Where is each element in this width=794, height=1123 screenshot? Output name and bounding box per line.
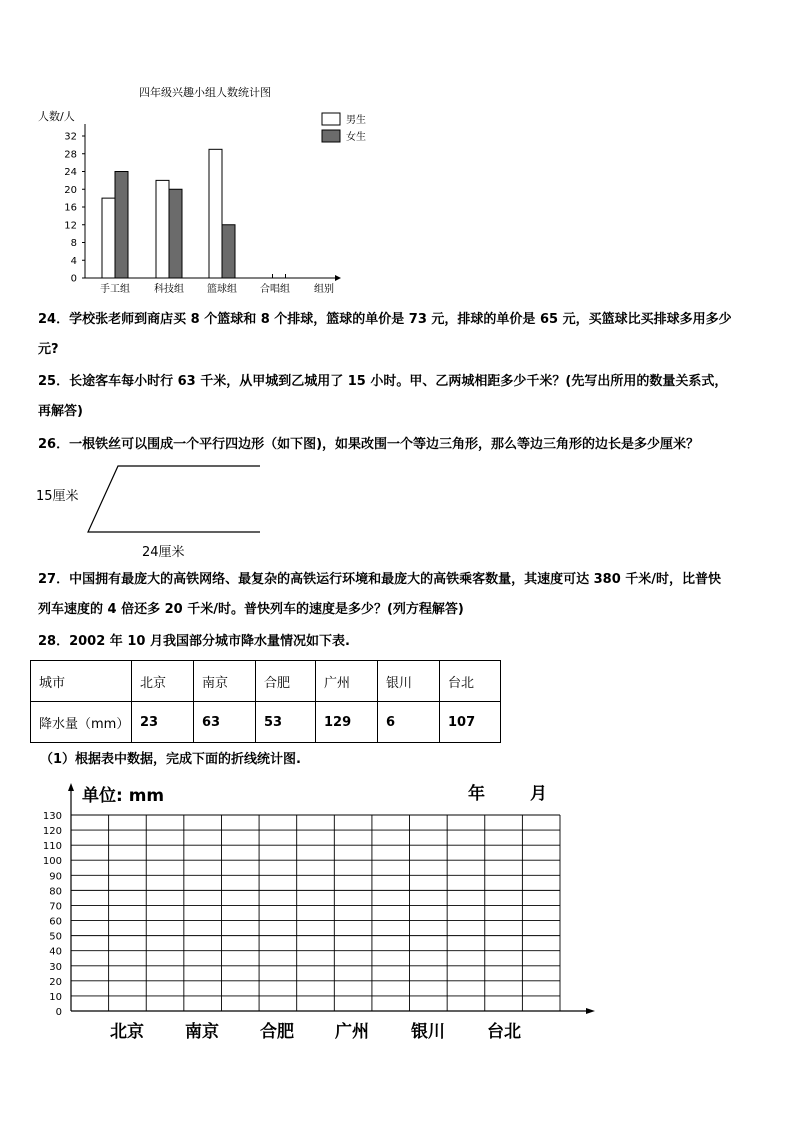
table-cell: 城市 xyxy=(31,661,132,702)
y-tick-label: 90 xyxy=(49,871,62,883)
question-24-line2: 元? xyxy=(38,342,59,357)
y-tick-label: 24 xyxy=(64,167,77,178)
table-cell: 53 xyxy=(256,702,316,743)
parallelogram-shape xyxy=(88,466,260,532)
rainfall-table xyxy=(30,660,501,743)
bar-y-ticks xyxy=(64,132,85,285)
legend-boys-label: 男生 xyxy=(346,115,366,126)
question-28 xyxy=(38,627,762,657)
question-25 xyxy=(38,367,762,427)
y-tick-label: 100 xyxy=(42,856,62,868)
x-city-label: 合肥 xyxy=(260,1022,294,1042)
bar-chart-title: 四年级兴趣小组人数统计图 xyxy=(139,86,271,99)
y-tick-label: 8 xyxy=(70,238,77,249)
bar-girls-0 xyxy=(115,172,128,279)
parallelogram-base-label: 24厘米 xyxy=(142,545,185,560)
table-row xyxy=(31,702,501,743)
y-tick-label: 130 xyxy=(42,811,62,822)
question-24-line1: 24．学校张老师到商店买 8 个篮球和 8 个排球，篮球的单价是 73 元，排球的单价是 65 元，买篮球比买排球多用多少 xyxy=(38,312,732,327)
x-city-label: 南京 xyxy=(185,1022,219,1042)
line-chart-year: 年 xyxy=(468,784,485,804)
y-tick-label: 4 xyxy=(70,255,77,267)
parallelogram-side-label: 15厘米 xyxy=(36,489,79,504)
line-chart-unit: 单位: mm xyxy=(82,786,165,806)
bar-bars xyxy=(102,149,286,278)
y-tick-label: 16 xyxy=(64,202,77,214)
question-25-line2: 再解答) xyxy=(38,404,83,419)
question-27 xyxy=(38,565,762,625)
table-cell: 台北 xyxy=(440,661,501,702)
y-tick-label: 20 xyxy=(64,184,77,196)
table-cell: 129 xyxy=(316,702,378,743)
question-24 xyxy=(38,305,762,365)
question-26-line1: 26．一根铁丝可以围成一个平行四边形（如下图)，如果改围一个等边三角形，那么等边三角形的边长是多少厘米？ xyxy=(38,437,700,452)
bar-girls-2 xyxy=(222,225,235,278)
question-25-line1: 25．长途客车每小时行 63 千米，从甲城到乙城用了 15 小时。甲、乙两城相距多少千米？(先写出所用的数量关系式， xyxy=(38,374,728,389)
y-tick-label: 120 xyxy=(42,826,62,838)
line-x-labels xyxy=(110,1021,521,1042)
sub-question-1: （1）根据表中数据，完成下面的折线统计图. xyxy=(40,752,301,767)
bar-x-label: 合唱组 xyxy=(260,284,290,295)
bar-boys-1 xyxy=(156,180,169,278)
question-27-line2: 列车速度的 4 倍还多 20 千米/时。普快列车的速度是多少？(列方程解答) xyxy=(38,602,464,617)
table-cell: 降水量（mm） xyxy=(31,702,132,743)
x-axis-arrow-icon xyxy=(335,275,341,281)
question-27-line1: 27．中国拥有最庞大的高铁网络、最复杂的高铁运行环境和最庞大的高铁乘客数量，其速度可达 380 千米/时，比普快 xyxy=(38,572,722,587)
x-city-label: 北京 xyxy=(110,1022,144,1042)
table-cell: 银川 xyxy=(378,661,440,702)
bar-x-label: 篮球组 xyxy=(207,284,237,295)
bar-boys-2 xyxy=(209,149,222,278)
table-cell: 23 xyxy=(132,702,194,743)
table-row xyxy=(31,661,501,702)
x-axis-arrow-icon xyxy=(586,1008,595,1014)
bar-chart-ylabel: 人数/人 xyxy=(38,110,75,123)
table-cell: 北京 xyxy=(132,661,194,702)
line-y-ticks xyxy=(43,811,62,1018)
y-tick-label: 110 xyxy=(42,841,62,853)
legend-boys-swatch xyxy=(322,113,340,125)
y-tick-label: 30 xyxy=(49,961,62,973)
legend-girls-label: 女生 xyxy=(346,132,366,143)
bar-chart-xlabel: 组别 xyxy=(314,284,334,295)
y-axis-arrow-icon xyxy=(68,783,74,791)
table-cell: 107 xyxy=(440,702,501,743)
bar-x-labels xyxy=(100,282,290,295)
x-city-label: 广州 xyxy=(335,1022,369,1042)
y-tick-label: 20 xyxy=(49,976,62,988)
table-cell: 6 xyxy=(378,702,440,743)
bar-girls-1 xyxy=(169,189,182,278)
parallelogram-figure xyxy=(30,460,260,565)
x-city-label: 台北 xyxy=(487,1022,521,1042)
line-chart xyxy=(30,775,600,1065)
table-cell: 广州 xyxy=(316,661,378,702)
line-chart-grid xyxy=(71,815,560,1011)
bar-x-label: 手工组 xyxy=(100,284,130,295)
bar-chart xyxy=(30,80,390,300)
y-tick-label: 40 xyxy=(49,946,62,958)
line-chart-month: 月 xyxy=(530,784,547,804)
table-cell: 合肥 xyxy=(256,661,316,702)
legend-girls-swatch xyxy=(322,130,340,142)
bar-x-label: 科技组 xyxy=(154,284,184,295)
question-26 xyxy=(38,430,762,460)
table-cell: 63 xyxy=(194,702,256,743)
y-tick-label: 80 xyxy=(49,886,62,898)
y-tick-label: 32 xyxy=(64,131,77,143)
y-tick-label: 60 xyxy=(49,916,62,928)
y-tick-label: 0 xyxy=(55,1007,62,1018)
y-tick-label: 70 xyxy=(49,901,62,913)
bar-boys-0 xyxy=(102,198,115,278)
y-tick-label: 50 xyxy=(49,931,62,943)
y-tick-label: 12 xyxy=(64,220,77,232)
question-28-line1: 28．2002 年 10 月我国部分城市降水量情况如下表. xyxy=(38,634,350,649)
y-tick-label: 28 xyxy=(64,149,77,161)
y-tick-label: 0 xyxy=(70,273,77,285)
x-city-label: 银川 xyxy=(411,1022,445,1042)
table-cell: 南京 xyxy=(194,661,256,702)
y-tick-label: 10 xyxy=(49,991,62,1003)
